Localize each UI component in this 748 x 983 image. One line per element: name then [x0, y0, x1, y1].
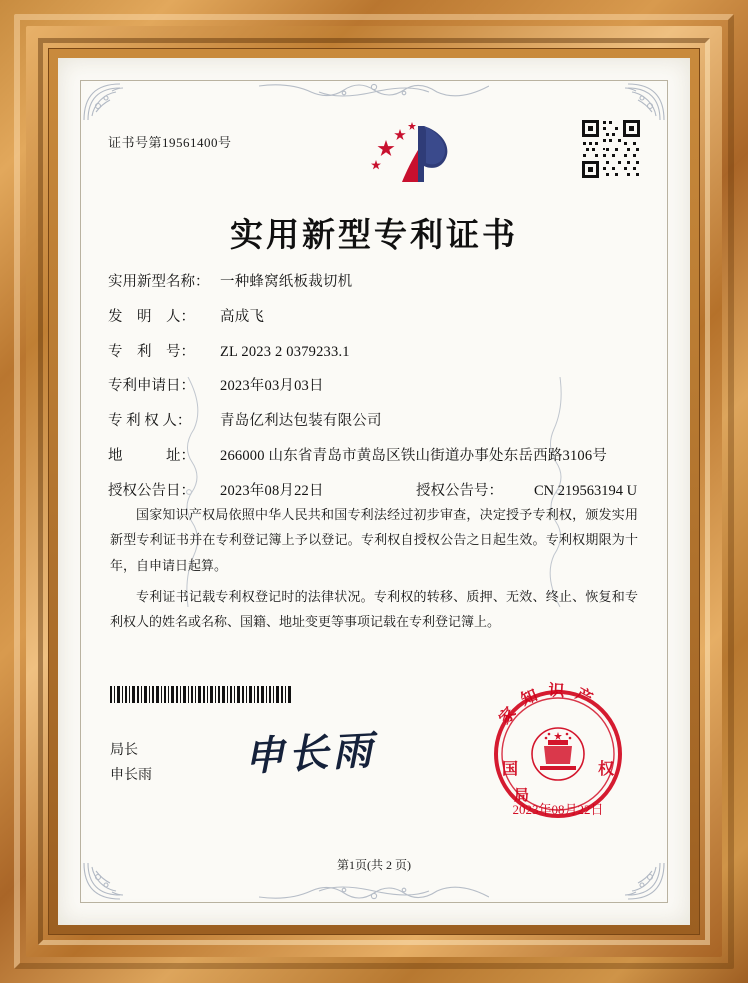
field-value-grant-number: CN 219563194 U — [534, 482, 638, 499]
signature-name: 申长雨 — [110, 767, 152, 783]
field-label: 发 明 人： — [108, 308, 195, 325]
cnipa-emblem-icon — [356, 116, 464, 194]
svg-text:局: 局 — [514, 788, 530, 804]
svg-text:权: 权 — [598, 761, 615, 778]
field-label: 专 利 号： — [108, 343, 195, 360]
handwritten-signature: 申长雨 — [243, 727, 378, 780]
field-row — [108, 307, 644, 329]
field-row — [108, 411, 644, 433]
barcode-icon — [110, 686, 292, 703]
certificate-fields — [108, 272, 644, 515]
certificate-paper — [58, 58, 690, 925]
field-value: 2023年03月03日 — [220, 378, 324, 395]
certificate-content — [104, 104, 644, 879]
edge-ornament-icon — [259, 80, 489, 106]
seal-date: 2023年08月22日 — [512, 802, 604, 817]
field-row — [108, 376, 644, 398]
signature-block — [110, 739, 152, 788]
field-label: 实用新型名称： — [108, 274, 210, 290]
certificate-number: 证书号第19561400号 — [108, 135, 232, 150]
page-title: 实用新型专利证书 — [230, 218, 518, 254]
field-row-address — [108, 446, 644, 468]
svg-text:家知识产: 家知识产 — [496, 682, 604, 728]
paragraph-1: 国家知识产权局依照中华人民共和国专利法经过初步审查，决定授予专利权，颁发实用新型专利证书并在专利登记簿上予以登记。专利权自授权公告之日起生效。专利权期限为十年，自申请日起算。 — [110, 507, 638, 573]
qr-code-icon — [580, 118, 642, 180]
page-footer: 第1页(共 2 页) — [337, 858, 411, 872]
field-row — [108, 342, 644, 364]
field-label-grant-date: 授权公告日： — [108, 482, 195, 499]
paragraph-2: 专利证书记载专利权登记时的法律状况。专利权的转移、质押、无效、终止、恢复和专利权人的姓名或名称、国籍、地址变更等事项记载在专利登记簿上。 — [110, 589, 638, 630]
field-row — [108, 272, 644, 294]
field-value: 青岛亿利达包装有限公司 — [220, 413, 382, 429]
field-value: 一种蜂窝纸板裁切机 — [220, 274, 353, 290]
legal-paragraphs — [110, 502, 638, 641]
field-value: 高成飞 — [220, 308, 265, 325]
field-value-grant-date: 2023年08月22日 — [220, 482, 324, 499]
signature-role-label: 局长 — [110, 743, 138, 758]
edge-ornament-icon — [259, 877, 489, 903]
field-label: 地 址： — [108, 447, 195, 464]
field-label-grant-number: 授权公告号： — [416, 482, 503, 499]
field-value: ZL 2023 2 0379233.1 — [220, 343, 350, 360]
official-red-seal-icon — [478, 674, 638, 834]
field-value: 266000 山东省青岛市黄岛区铁山街道办事处东岳西路3106号 — [220, 447, 608, 464]
field-row-grant — [108, 481, 644, 503]
svg-text:国: 国 — [502, 761, 519, 778]
field-label: 专 利 权 人： — [108, 413, 192, 429]
field-label: 专利申请日： — [108, 378, 195, 395]
